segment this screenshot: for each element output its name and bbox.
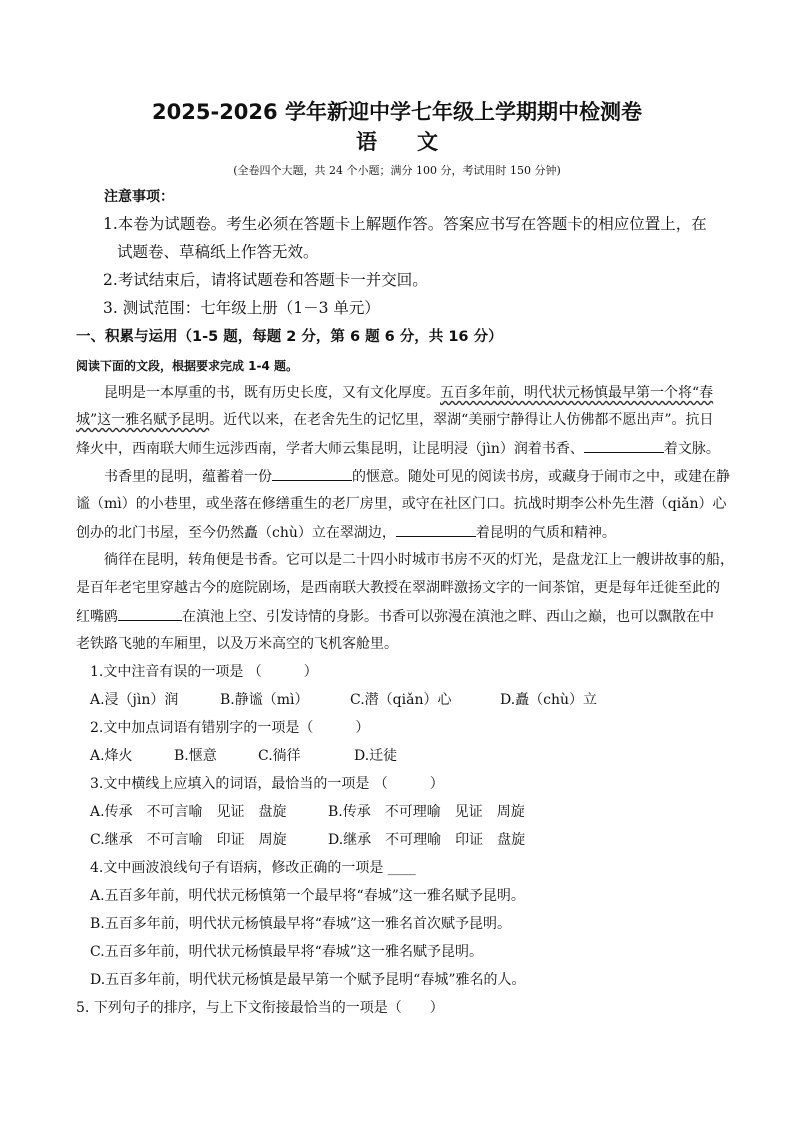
wavy-sentence: 五百多年前，明代状元杨慎最早第一个将“春 <box>440 385 714 401</box>
fill-blank <box>272 466 352 481</box>
section-1-instruction: 阅读下面的文段，根据要求完成 1-4 题。 <box>76 359 299 373</box>
question-2-options <box>90 746 397 766</box>
notice-item-3: 3. 测试范围：七年级上册（1－3 单元） <box>103 299 380 317</box>
option-c[interactable]: C.五百多年前，明代状元杨慎最早将“春城”这一雅名赋予昆明。 <box>90 944 483 960</box>
option-a[interactable]: A.五百多年前，明代状元杨慎第一个最早将“春城”这一雅名赋予昆明。 <box>90 888 525 904</box>
fill-blank <box>396 522 476 537</box>
section-1-heading: 一、积累与运用（1-5 题，每题 2 分，第 6 题 6 分，共 16 分） <box>76 329 503 345</box>
subject-char-1: 语 <box>356 130 377 154</box>
option-c[interactable]: C.徜徉 <box>258 748 301 764</box>
question-3-options-row1 <box>90 802 525 822</box>
passage-line: 是百年老宅里穿越古今的庭院剧场，是西南联大教授在翠湖畔激扬文字的一间茶馆，更是每年迁徙至此的 <box>76 580 720 596</box>
exam-note: (全卷四个大题，共 24 个小题；满分 100 分，考试用时 150 分钟) <box>233 164 561 177</box>
question-1-options <box>90 690 597 710</box>
option-b[interactable]: B.静谧（mì） <box>220 692 309 708</box>
wavy-sentence: 城”这一雅名赋予昆明 <box>76 412 210 428</box>
notice-item-2: 2.考试结束后，请将试题卷和答题卡一并交回。 <box>103 271 428 289</box>
question-1-stem: 1.文中注音有误的一项是 （ ） <box>90 664 318 680</box>
option-c[interactable]: C.继承 不可言喻 印证 周旋 <box>90 832 287 848</box>
option-a[interactable]: A.传承 不可言喻 见证 盘旋 <box>90 804 287 820</box>
passage-line: 红嘴鸥 在滇池上空、引发诗情的身影。书香可以弥漫在滇池之畔、西山之巅，也可以飘散在中 <box>76 606 714 627</box>
question-4-stem: 4.文中画波浪线句子有语病，修改正确的一项是 ____ <box>90 860 416 876</box>
passage-line: 烽火中，西南联大师生远涉西南，学者大师云集昆明，让昆明浸（jìn）润着书香、 着文脉。 <box>76 438 720 459</box>
notice-item-1: 1.本卷为试题卷。考生必须在答题卡上解题作答。答案应书写在答题卡的相应位置上，在 <box>103 215 707 233</box>
notice-item-1-cont: 试题卷、草稿纸上作答无效。 <box>117 243 319 261</box>
passage-line: 谧（mì）的小巷里，或坐落在修缮重生的老厂房里，或守在社区门口。抗战时期李公朴先生潜（qiǎn）心 <box>76 496 727 512</box>
passage-line: 昆明是一本厚重的书，既有历史长度，又有文化厚度。五百多年前，明代状元杨慎最早第一个将“春 <box>104 385 714 401</box>
option-b[interactable]: B.惬意 <box>174 748 217 764</box>
notice-heading: 注意事项： <box>104 189 174 205</box>
option-d[interactable]: D.继承 不可理喻 印证 盘旋 <box>328 832 526 848</box>
exam-title: 2025-2026 学年新迎中学七年级上学期期中检测卷 <box>152 100 642 124</box>
option-b[interactable]: B.五百多年前，明代状元杨慎最早将“春城”这一雅名首次赋予昆明。 <box>90 916 512 932</box>
option-c[interactable]: C.潜（qiǎn）心 <box>350 692 452 708</box>
passage-line: 城”这一雅名赋予昆明。近代以来，在老舍先生的记忆里，翠湖“美丽宁静得让人仿佛都不愿出声”。抗日 <box>76 412 714 428</box>
option-d[interactable]: D.五百多年前，明代状元杨慎是最早第一个赋予昆明“春城”雅名的人。 <box>90 972 526 988</box>
option-a[interactable]: A.烽火 <box>90 748 133 764</box>
question-3-options-row2 <box>90 830 525 850</box>
option-d[interactable]: D.迁徒 <box>354 748 398 764</box>
passage-line: 老铁路飞驰的车厢里，以及万米高空的飞机客舱里。 <box>76 636 398 652</box>
question-5-stem: 5. 下列句子的排序，与上下文衔接最恰当的一项是（ ） <box>76 1000 444 1016</box>
passage-line: 书香里的昆明，蕴蓄着一份 的惬意。随处可见的阅读书房，或藏身于闹市之中，或建在静 <box>104 466 730 487</box>
option-b[interactable]: B.传承 不可理喻 见证 周旋 <box>328 804 525 820</box>
passage-line: 创办的北门书屋，至今仍然矗（chù）立在翠湖边， 着昆明的气质和精神。 <box>76 522 616 543</box>
passage-line: 徜徉在昆明，转角便是书香。它可以是二十四小时城市书房不灭的灯光，是盘龙江上一艘讲故事的船， <box>104 552 734 568</box>
fill-blank <box>118 606 182 621</box>
question-2-stem: 2.文中加点词语有错别字的一项是（ ） <box>90 720 370 736</box>
option-a[interactable]: A.浸（jìn）润 <box>90 692 179 708</box>
subject-char-2: 文 <box>417 130 438 154</box>
question-3-stem: 3.文中横线上应填入的词语，最恰当的一项是 （ ） <box>90 776 444 792</box>
fill-blank <box>584 438 664 453</box>
option-d[interactable]: D.矗（chù）立 <box>500 692 598 708</box>
subject-title <box>0 126 794 156</box>
